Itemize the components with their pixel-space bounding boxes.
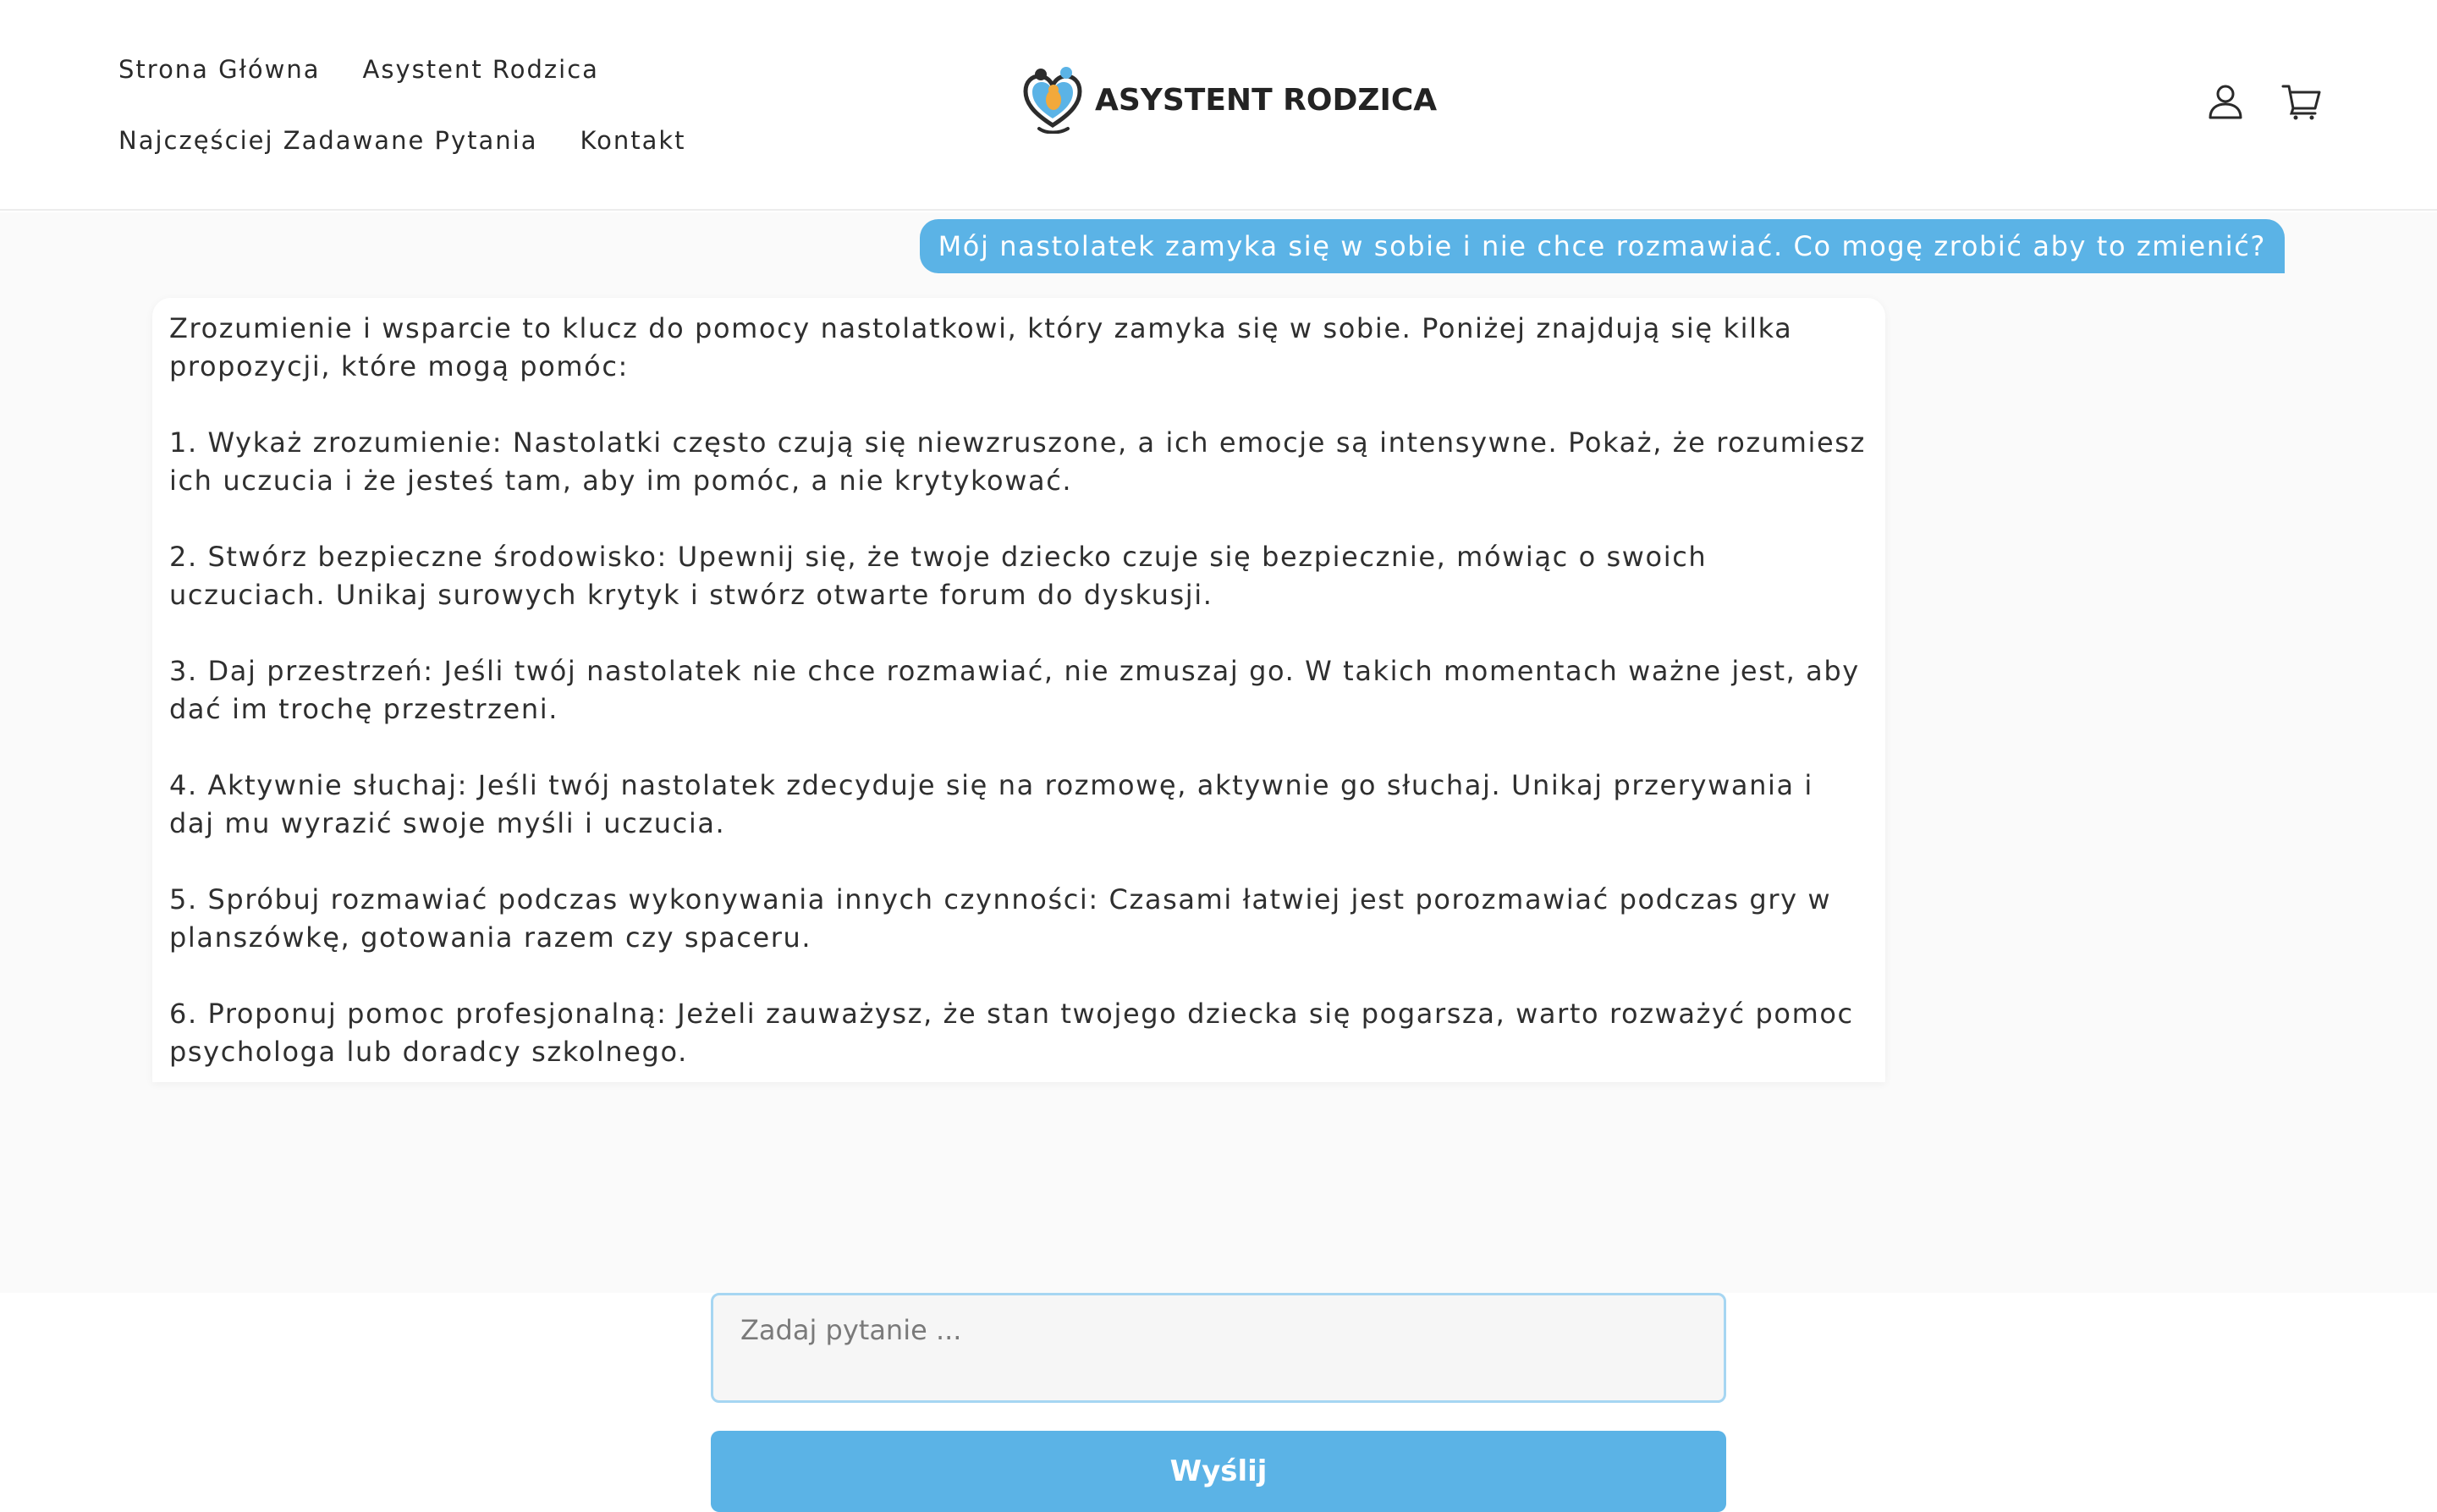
nav-link-parent-assistant[interactable]: Asystent Rodzica (362, 55, 599, 84)
assistant-paragraph-5: 5. Spróbuj rozmawiać podczas wykonywania innych czynności: Czasami łatwiej jest porozmawiać podczas gry w planszówkę, gotowania razem czy spaceru. (169, 883, 1832, 954)
question-composer (711, 1293, 1726, 1512)
nav-link-faq[interactable]: Najczęściej Zadawane Pytania (118, 126, 538, 155)
assistant-paragraph-4: 4. Aktywnie słuchaj: Jeśli twój nastolatek zdecyduje się na rozmowę, aktywnie go słuchaj. Unikaj przerywania i daj mu wyrazić swoje myśli i uczucia. (169, 769, 1813, 839)
user-message-bubble: Mój nastolatek zamyka się w sobie i nie chce rozmawiać. Co mogę zrobić aby to zmienić? (920, 219, 2285, 273)
assistant-paragraph-6: 6. Proponuj pomoc profesjonalną: Jeżeli zauważysz, że stan twojego dziecka się pogarsza, warto rozważyć pomoc psychologa lub doradcy szkolnego. (169, 998, 1854, 1068)
assistant-message-bubble (152, 298, 1885, 1082)
site-header (0, 0, 2437, 211)
assistant-paragraph-intro: Zrozumienie i wsparcie to klucz do pomocy nastolatkowi, który zamyka się w sobie. Poniżej znajdują się kilka propozycji, które mogą pomóc: (169, 312, 1793, 382)
header-actions (2205, 81, 2322, 122)
assistant-paragraph-3: 3. Daj przestrzeń: Jeśli twój nastolatek nie chce rozmawiać, nie zmuszaj go. W takich momentach ważne jest, aby dać im trochę przestrzeni. (169, 655, 1860, 725)
cart-icon[interactable] (2281, 81, 2322, 122)
family-hearts-logo-icon (1022, 66, 1083, 134)
assistant-paragraph-1: 1. Wykaż zrozumienie: Nastolatki często czują się niewzruszone, a ich emocje są intensywne. Pokaż, że rozumiesz ich uczucia i że jesteś tam, aby im pomóc, a nie krytykować. (169, 426, 1866, 497)
nav-link-home[interactable]: Strona Główna (118, 55, 321, 84)
nav-row-1 (118, 51, 762, 88)
send-button[interactable]: Wyślij (711, 1431, 1726, 1512)
chat-area (0, 212, 2437, 1488)
user-icon[interactable] (2205, 81, 2246, 122)
assistant-paragraph-2: 2. Stwórz bezpieczne środowisko: Upewnij się, że twoje dziecko czuje się bezpiecznie, mówiąc o swoich uczuciach. Unikaj surowych krytyk i stwórz otwarte forum do dyskusji. (169, 541, 1708, 611)
question-input[interactable] (711, 1293, 1726, 1403)
nav-link-contact[interactable]: Kontakt (580, 126, 686, 155)
main-navigation (118, 51, 762, 193)
site-logo[interactable] (1022, 66, 1437, 134)
logo-text: ASYSTENT RODZICA (1095, 82, 1438, 118)
nav-row-2 (118, 122, 762, 159)
